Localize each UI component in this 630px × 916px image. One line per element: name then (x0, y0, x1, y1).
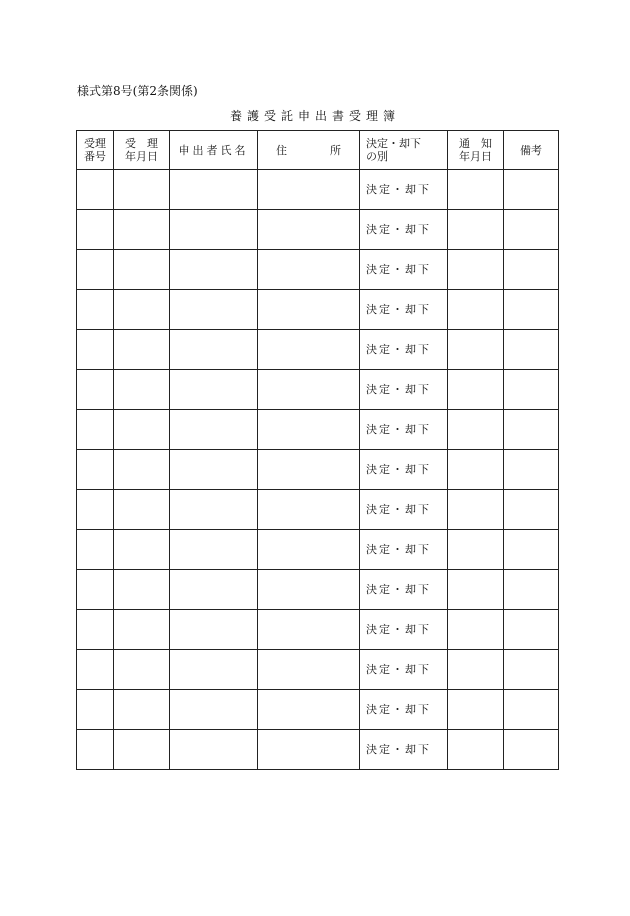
cell-notice-date (448, 450, 504, 490)
register-table (76, 130, 559, 770)
cell-remarks (504, 210, 559, 250)
cell-receipt-date (114, 370, 170, 410)
cell-remarks (504, 610, 559, 650)
cell-receipt-date (114, 610, 170, 650)
cell-address (258, 650, 360, 690)
cell-applicant-name (170, 570, 258, 610)
cell-address (258, 330, 360, 370)
cell-notice-date (448, 490, 504, 530)
document-title: 養護受託申出書受理簿 (229, 109, 400, 123)
cell-applicant-name (170, 450, 258, 490)
cell-receipt-date (114, 450, 170, 490)
cell-remarks (504, 370, 559, 410)
cell-receipt-number (77, 730, 114, 770)
cell-address (258, 690, 360, 730)
cell-applicant-name (170, 650, 258, 690)
cell-receipt-number (77, 210, 114, 250)
header-decision: 決定・却下 の別 (360, 131, 448, 170)
table-row (77, 250, 559, 290)
table-row (77, 370, 559, 410)
cell-address (258, 410, 360, 450)
cell-receipt-date (114, 690, 170, 730)
cell-address (258, 210, 360, 250)
cell-notice-date (448, 690, 504, 730)
cell-receipt-date (114, 170, 170, 210)
cell-notice-date (448, 250, 504, 290)
cell-receipt-date (114, 650, 170, 690)
cell-decision: 決定・却下 (360, 570, 448, 610)
cell-address (258, 370, 360, 410)
cell-address (258, 730, 360, 770)
cell-notice-date (448, 410, 504, 450)
cell-receipt-number (77, 650, 114, 690)
table-body (77, 170, 559, 770)
cell-decision: 決定・却下 (360, 530, 448, 570)
header-address-right: 所 (330, 143, 341, 157)
cell-receipt-date (114, 330, 170, 370)
cell-decision: 決定・却下 (360, 450, 448, 490)
table-row (77, 690, 559, 730)
cell-applicant-name (170, 530, 258, 570)
cell-receipt-number (77, 290, 114, 330)
table-row (77, 330, 559, 370)
cell-applicant-name (170, 730, 258, 770)
cell-applicant-name (170, 170, 258, 210)
cell-receipt-date (114, 290, 170, 330)
cell-remarks (504, 410, 559, 450)
table-row (77, 290, 559, 330)
cell-decision: 決定・却下 (360, 410, 448, 450)
table-row (77, 410, 559, 450)
cell-receipt-date (114, 490, 170, 530)
table-row (77, 170, 559, 210)
header-notice-date: 通 知 年月日 (448, 131, 504, 170)
cell-applicant-name (170, 410, 258, 450)
cell-receipt-number (77, 330, 114, 370)
cell-remarks (504, 570, 559, 610)
cell-remarks (504, 170, 559, 210)
cell-remarks (504, 290, 559, 330)
cell-decision: 決定・却下 (360, 250, 448, 290)
cell-decision: 決定・却下 (360, 370, 448, 410)
cell-decision: 決定・却下 (360, 650, 448, 690)
header-receipt-number: 受理 番号 (77, 131, 114, 170)
header-remarks: 備考 (504, 131, 559, 170)
cell-remarks (504, 690, 559, 730)
table-row (77, 210, 559, 250)
cell-notice-date (448, 170, 504, 210)
cell-receipt-number (77, 450, 114, 490)
cell-remarks (504, 730, 559, 770)
cell-decision: 決定・却下 (360, 210, 448, 250)
cell-receipt-date (114, 530, 170, 570)
cell-remarks (504, 250, 559, 290)
cell-address (258, 490, 360, 530)
cell-receipt-number (77, 610, 114, 650)
cell-remarks (504, 650, 559, 690)
cell-applicant-name (170, 210, 258, 250)
cell-decision: 決定・却下 (360, 490, 448, 530)
cell-address (258, 530, 360, 570)
cell-notice-date (448, 370, 504, 410)
cell-receipt-date (114, 730, 170, 770)
cell-receipt-date (114, 210, 170, 250)
cell-receipt-number (77, 170, 114, 210)
table-header-row (77, 131, 559, 170)
form-number-label: 様式第8号(第2条関係) (77, 84, 198, 98)
header-address-left: 住 (276, 143, 287, 157)
cell-receipt-date (114, 570, 170, 610)
cell-address (258, 450, 360, 490)
cell-notice-date (448, 730, 504, 770)
table-row (77, 650, 559, 690)
cell-receipt-number (77, 250, 114, 290)
cell-applicant-name (170, 330, 258, 370)
cell-receipt-date (114, 250, 170, 290)
cell-applicant-name (170, 290, 258, 330)
cell-receipt-number (77, 570, 114, 610)
cell-decision: 決定・却下 (360, 610, 448, 650)
table-row (77, 730, 559, 770)
cell-receipt-number (77, 690, 114, 730)
cell-notice-date (448, 290, 504, 330)
cell-notice-date (448, 610, 504, 650)
table-row (77, 450, 559, 490)
cell-decision: 決定・却下 (360, 730, 448, 770)
cell-receipt-number (77, 410, 114, 450)
cell-address (258, 250, 360, 290)
cell-applicant-name (170, 690, 258, 730)
cell-receipt-number (77, 530, 114, 570)
cell-remarks (504, 530, 559, 570)
cell-receipt-date (114, 410, 170, 450)
cell-receipt-number (77, 490, 114, 530)
cell-remarks (504, 450, 559, 490)
cell-address (258, 290, 360, 330)
cell-decision: 決定・却下 (360, 290, 448, 330)
header-address (258, 131, 360, 170)
header-receipt-date: 受 理 年月日 (114, 131, 170, 170)
cell-notice-date (448, 210, 504, 250)
cell-notice-date (448, 530, 504, 570)
cell-notice-date (448, 330, 504, 370)
table-row (77, 530, 559, 570)
cell-remarks (504, 490, 559, 530)
cell-address (258, 610, 360, 650)
header-applicant-name: 申出者氏名 (170, 131, 258, 170)
cell-notice-date (448, 570, 504, 610)
cell-applicant-name (170, 490, 258, 530)
cell-applicant-name (170, 370, 258, 410)
cell-applicant-name (170, 250, 258, 290)
table-row (77, 490, 559, 530)
cell-decision: 決定・却下 (360, 690, 448, 730)
cell-notice-date (448, 650, 504, 690)
table-row (77, 610, 559, 650)
cell-applicant-name (170, 610, 258, 650)
cell-address (258, 170, 360, 210)
cell-remarks (504, 330, 559, 370)
cell-address (258, 570, 360, 610)
cell-receipt-number (77, 370, 114, 410)
table-row (77, 570, 559, 610)
cell-decision: 決定・却下 (360, 170, 448, 210)
cell-decision: 決定・却下 (360, 330, 448, 370)
